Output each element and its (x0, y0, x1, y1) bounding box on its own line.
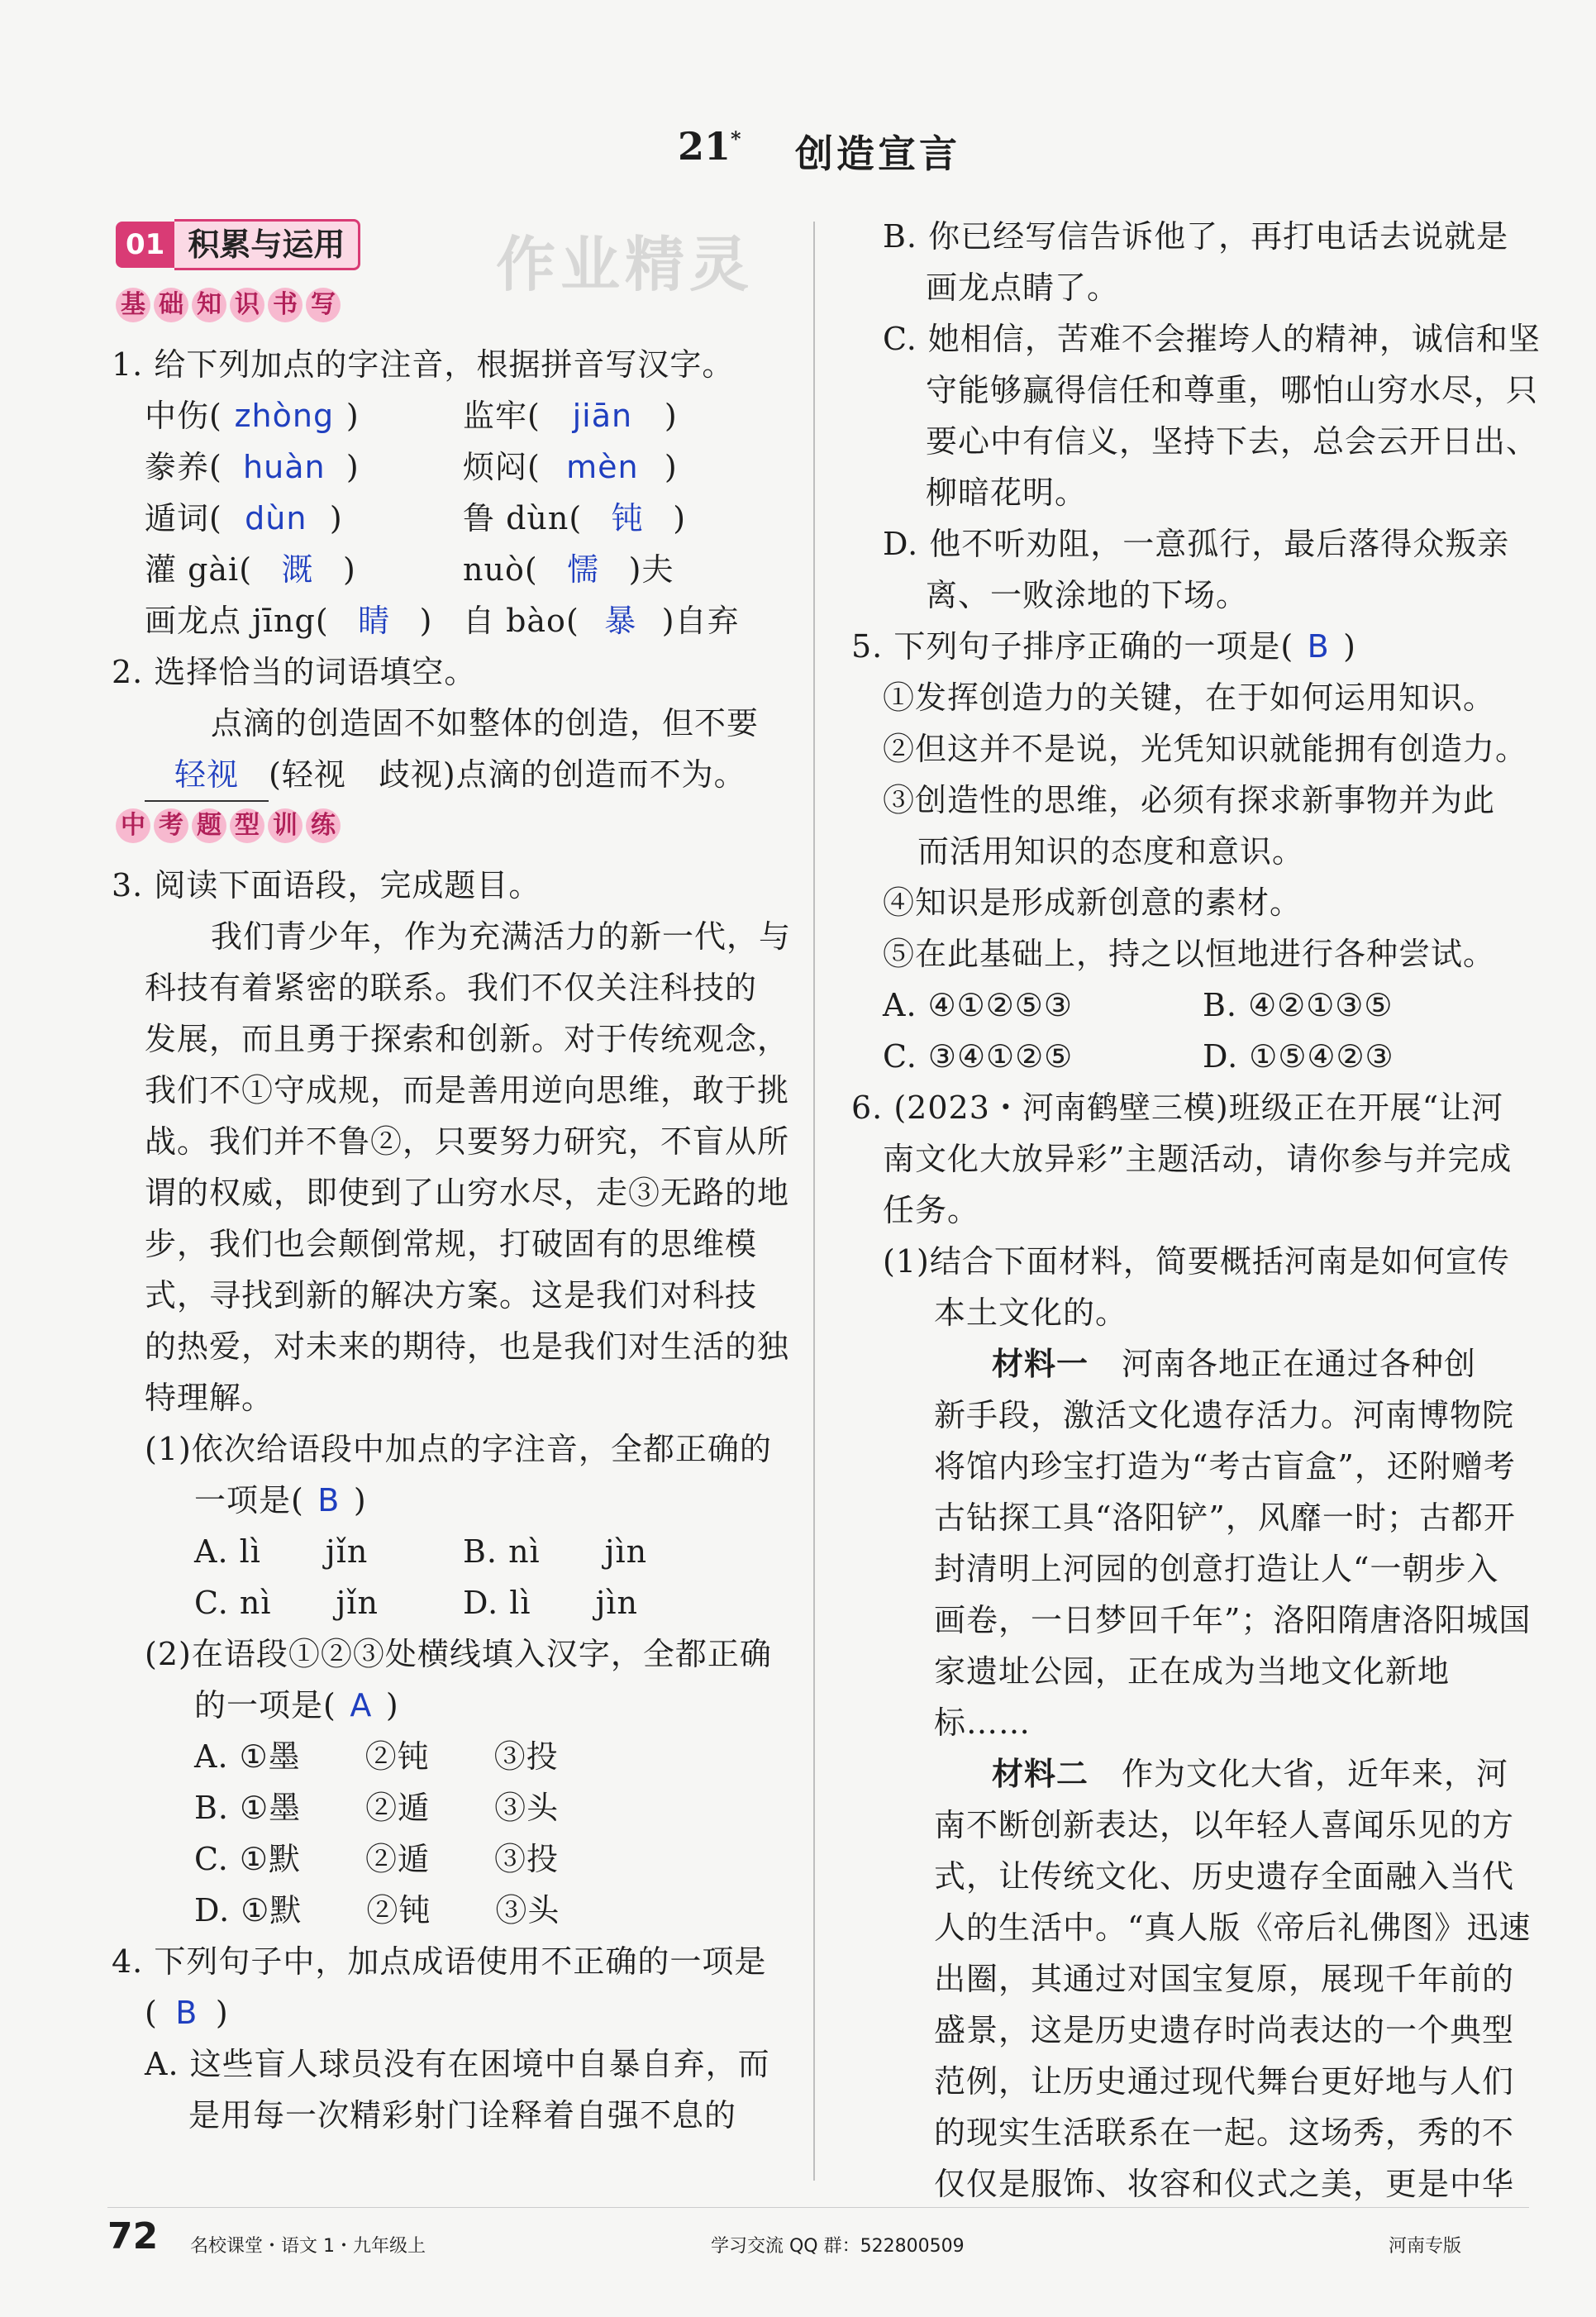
qq-group: 学习交流 QQ 群：522800509 (711, 2236, 965, 2257)
option: D. ①⑤④②③ (1203, 1038, 1394, 1075)
option-c: 柳暗花明。 (926, 474, 1088, 511)
material-line: 将馆内珍宝打造为“考古盲盒”，还附赠考 (934, 1448, 1516, 1485)
material-label: 材料二 (992, 1755, 1089, 1792)
material-line: 标…… (934, 1704, 1031, 1741)
section-number: 01 (116, 222, 174, 268)
q1-item: 中伤( zhòng ) (145, 398, 360, 434)
material-line: 南不断创新表达，以年轻人喜闻乐见的方 (934, 1807, 1515, 1843)
tag-char: 知 (192, 288, 226, 322)
tag-char: 础 (154, 288, 188, 322)
option: B. ④②①③⑤ (1203, 987, 1394, 1023)
book-info: 名校课堂・语文 1・九年级上 (190, 2236, 426, 2257)
material-line: 盛景，这是历史遗存时尚表达的一个典型 (934, 2012, 1515, 2048)
option-d: 离、一败涂地的下场。 (926, 577, 1249, 613)
answer-blank: 轻视 (145, 749, 269, 802)
material-line: 家遗址公园，正在成为当地文化新地 (934, 1653, 1451, 1690)
option-d: D. 他不听劝阻，一意孤行，最后落得众叛亲 (883, 526, 1510, 562)
material-line: 古钻探工具“洛阳铲”，风靡一时；古都开 (934, 1499, 1516, 1536)
tag-char: 型 (230, 808, 264, 843)
material-line: 的现实生活联系在一起。这场秀，秀的不 (934, 2114, 1515, 2151)
material-label: 材料一 (992, 1345, 1089, 1382)
option-b: 画龙点睛了。 (926, 269, 1120, 306)
option: C. ①默 ②遁 ③投 (194, 1841, 559, 1877)
material-line: 人的生活中。“真人版《帝后礼佛图》迅速 (934, 1909, 1532, 1946)
passage-line: 我们不①守成规，而是善用逆向思维，敢于挑 (145, 1072, 790, 1108)
sentence: ②但这并不是说，光凭知识就能拥有创造力。 (883, 731, 1528, 767)
option-c: 守能够赢得信任和尊重，哪怕山穷水尽，只 (926, 372, 1539, 408)
sentence: ⑤在此基础上，持之以恒地进行各种尝试。 (883, 936, 1496, 972)
q3-sub1-answer: 一项是( B ) (194, 1482, 367, 1518)
passage-line: 战。我们并不鲁②，只要努力研究，不盲从所 (145, 1123, 790, 1160)
q2-line: 点滴的创造固不如整体的创造，但不要 (211, 705, 760, 741)
tag-char: 中 (116, 808, 150, 843)
q6-stem: 任务。 (883, 1192, 980, 1228)
q1-item: 自 bào( 暴 )自弃 (463, 603, 740, 639)
sentence: ④知识是形成新创意的素材。 (883, 884, 1303, 921)
q4-answer: ( B ) (145, 1995, 229, 2031)
passage-line: 发展，而且勇于探索和创新。对于传统观念， (145, 1021, 790, 1057)
option: B. nì jìn (463, 1533, 648, 1570)
q2-line: 轻视 (轻视 歧视)点滴的创造而不为。 (145, 749, 746, 802)
passage-line: 我们青少年，作为充满活力的新一代，与 (211, 918, 792, 955)
edition: 河南专版 (1389, 2236, 1462, 2257)
option-b: B. 你已经写信告诉他了，再打电话去说就是 (883, 218, 1509, 255)
tag-char: 练 (306, 808, 341, 843)
material-line: 仅仅是服饰、妆容和仪式之美，更是中华 (934, 2166, 1515, 2202)
material-line: 封清明上河园的创意打造让人“一朝步入 (934, 1551, 1499, 1587)
q6-stem: 南文化大放异彩”主题活动，请你参与并完成 (883, 1141, 1513, 1177)
q3-sub2-stem: (2)在语段①②③处横线填入汉字，全都正确 (145, 1636, 772, 1672)
option: C. nì jǐn (194, 1585, 379, 1621)
q1-item: 遁词( dùn ) (145, 500, 343, 536)
q1-item: 烦闷( mèn ) (463, 449, 678, 485)
section-name: 积累与运用 (174, 219, 360, 270)
material-line: 画卷，一日梦回千年”；洛阳隋唐洛阳城国 (934, 1602, 1532, 1638)
watermark: 作业精灵 (496, 230, 755, 299)
q1-stem: 1. 给下列加点的字注音，根据拼音写汉字。 (112, 346, 735, 383)
material-2: 材料二 作为文化大省，近年来，河 (992, 1755, 1509, 1792)
option: D. lì jìn (463, 1585, 638, 1621)
q1-item: 画龙点 jīng( 睛 ) (145, 603, 433, 639)
option: A. ④①②⑤③ (883, 987, 1073, 1023)
q1-item: 豢养( huàn ) (145, 449, 360, 485)
q1-item: 监牢( jiān ) (463, 398, 678, 434)
q2-stem: 2. 选择恰当的词语填空。 (112, 654, 477, 690)
tag-char: 书 (268, 288, 303, 322)
option: A. ①墨 ②钝 ③投 (194, 1738, 559, 1775)
passage-line: 的热爱，对未来的期待，也是我们对生活的独 (145, 1328, 790, 1365)
q3-sub1-stem: (1)依次给语段中加点的字注音，全都正确的 (145, 1431, 772, 1467)
option-c: C. 她相信，苦难不会摧垮人的精神，诚信和坚 (883, 321, 1541, 357)
footer-rule (107, 2207, 1529, 2208)
option: C. ③④①②⑤ (883, 1038, 1074, 1075)
passage-line: 步，我们也会颠倒常规，打破固有的思维模 (145, 1226, 758, 1262)
q6-stem: 6. (2023・河南鹤壁三模)班级正在开展“让河 (851, 1089, 1504, 1126)
q1-item: 灌 gài( 溉 ) (145, 551, 356, 588)
q3-stem: 3. 阅读下面语段，完成题目。 (112, 867, 541, 903)
page-number: 72 (107, 2215, 159, 2257)
tag-char: 训 (268, 808, 303, 843)
sentence: ③创造性的思维，必须有探求新事物并为此 (883, 782, 1496, 818)
tag-basic-knowledge (116, 288, 341, 322)
q1-item: nuò( 懦 )夫 (463, 551, 674, 588)
option-a: A. 这些盲人球员没有在困境中自暴自弃，而 (145, 2046, 770, 2082)
tag-char: 题 (192, 808, 226, 843)
material-line: 范例，让历史通过现代舞台更好地与人们 (934, 2063, 1515, 2100)
q1-item: 鲁 dùn( 钝 ) (463, 500, 687, 536)
column-divider (813, 222, 815, 2181)
option: B. ①墨 ②遁 ③头 (194, 1790, 560, 1826)
q6-sub1: (1)结合下面材料，简要概括河南是如何宣传 (883, 1243, 1510, 1280)
tag-char: 识 (230, 288, 264, 322)
option: A. lì jǐn (194, 1533, 369, 1570)
q6-sub1: 本土文化的。 (934, 1294, 1128, 1331)
passage-line: 科技有着紧密的联系。我们不仅关注科技的 (145, 970, 758, 1006)
sentence: ①发挥创造力的关键，在于如何运用知识。 (883, 679, 1496, 716)
option: D. ①默 ②钝 ③头 (194, 1892, 560, 1928)
option-a: 是用每一次精彩射门诠释着自强不息的 (188, 2097, 737, 2133)
q4-stem: 4. 下列句子中，加点成语使用不正确的一项是 (112, 1943, 767, 1980)
material-line: 式，让传统文化、历史遗存全面融入当代 (934, 1858, 1515, 1895)
tag-char: 基 (116, 288, 150, 322)
tag-char: 写 (306, 288, 341, 322)
tag-exam-training (116, 808, 341, 843)
section-banner (116, 222, 360, 268)
passage-line: 特理解。 (145, 1380, 274, 1416)
passage-line: 谓的权威，即使到了山穷水尽，走③无路的地 (145, 1175, 790, 1211)
passage-line: 式，寻找到新的解决方案。这是我们对科技 (145, 1277, 758, 1313)
q5-stem: 5. 下列句子排序正确的一项是( B ) (851, 628, 1356, 665)
option-c: 要心中有信义，坚持下去，总会云开日出、 (926, 423, 1539, 460)
page-title: 创造宣言 (795, 131, 960, 176)
lesson-number: 21* (678, 124, 741, 169)
material-1: 材料一 河南各地正在通过各种创 (992, 1345, 1477, 1382)
q3-sub2-answer: 的一项是( A ) (194, 1687, 399, 1723)
tag-char: 考 (154, 808, 188, 843)
material-line: 出圈，其通过对国宝复原，展现千年前的 (934, 1961, 1515, 1997)
material-line: 新手段，激活文化遗存活力。河南博物院 (934, 1397, 1515, 1433)
sentence: 而活用知识的态度和意识。 (917, 833, 1305, 870)
